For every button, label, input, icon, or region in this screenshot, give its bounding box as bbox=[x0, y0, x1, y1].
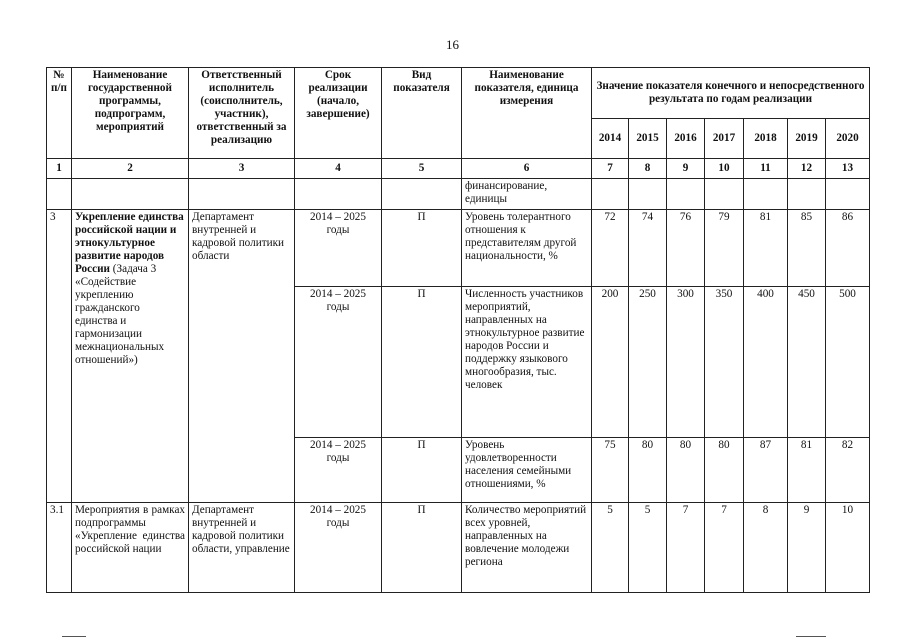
value-cell: 5 bbox=[592, 503, 629, 593]
row-number: 3.1 bbox=[47, 503, 72, 593]
value-cell: 72 bbox=[592, 210, 629, 287]
program-name bbox=[72, 210, 189, 503]
value-cell: 81 bbox=[788, 438, 826, 503]
year-cell: 2016 bbox=[667, 119, 705, 159]
value-cell: 7 bbox=[705, 503, 744, 593]
col-number: 13 bbox=[826, 159, 870, 179]
year-cell: 2019 bbox=[788, 119, 826, 159]
value-cell: 76 bbox=[667, 210, 705, 287]
col-number: 1 bbox=[47, 159, 72, 179]
header-executor: Ответственный исполнитель (соисполнитель, участник), ответственный за реализацию bbox=[189, 68, 295, 159]
value-cell: 85 bbox=[788, 210, 826, 287]
value-cell: 79 bbox=[705, 210, 744, 287]
value-cell: 80 bbox=[705, 438, 744, 503]
table-row bbox=[47, 503, 870, 593]
value-cell: 75 bbox=[592, 438, 629, 503]
page-number: 16 bbox=[446, 37, 459, 52]
program-name-bold: Укрепление единства российской нации и этнокультурное развитие народов России bbox=[75, 211, 184, 275]
indicator-name: Количество мероприятий всех уровней, направленных на вовлечение молодежи региона bbox=[462, 503, 592, 593]
indicator-type: П bbox=[382, 438, 462, 503]
value-cell: 400 bbox=[744, 287, 788, 438]
year-cell: 2020 bbox=[826, 119, 870, 159]
year-cell: 2015 bbox=[629, 119, 667, 159]
col-number: 6 bbox=[462, 159, 592, 179]
executor: Департамент внутренней и кадровой политики области bbox=[189, 210, 295, 503]
value-cell: 87 bbox=[744, 438, 788, 503]
indicator-type: П bbox=[382, 287, 462, 438]
value-cell: 450 bbox=[788, 287, 826, 438]
value-cell: 5 bbox=[629, 503, 667, 593]
value-cell: 250 bbox=[629, 287, 667, 438]
header-period: Срок реализации (начало, завершение) bbox=[295, 68, 382, 159]
indicators-table bbox=[46, 67, 870, 593]
value-cell: 81 bbox=[744, 210, 788, 287]
indicator-name: Уровень удовлетворенности населения семейными отношениями, % bbox=[462, 438, 592, 503]
indicator-type: П bbox=[382, 210, 462, 287]
value-cell: 80 bbox=[629, 438, 667, 503]
value-cell: 500 bbox=[826, 287, 870, 438]
value-cell: 350 bbox=[705, 287, 744, 438]
year-cell: 2014 bbox=[592, 119, 629, 159]
period: 2014 – 2025 годы bbox=[295, 503, 382, 593]
header-indicator-name: Наименование показателя, единица измерения bbox=[462, 68, 592, 159]
col-number: 10 bbox=[705, 159, 744, 179]
value-cell: 200 bbox=[592, 287, 629, 438]
program-name: Мероприятия в рамках подпрограммы «Укрепление единства российской нации bbox=[72, 503, 189, 593]
value-cell: 300 bbox=[667, 287, 705, 438]
col-number: 4 bbox=[295, 159, 382, 179]
indicator-type: П bbox=[382, 503, 462, 593]
executor: Департамент внутренней и кадровой политики области, управление bbox=[189, 503, 295, 593]
col-number: 8 bbox=[629, 159, 667, 179]
value-cell: 74 bbox=[629, 210, 667, 287]
col-number: 9 bbox=[667, 159, 705, 179]
col-number: 3 bbox=[189, 159, 295, 179]
value-cell: 9 bbox=[788, 503, 826, 593]
indicator-name: финансирование, единицы bbox=[462, 179, 592, 210]
value-cell: 8 bbox=[744, 503, 788, 593]
col-number: 12 bbox=[788, 159, 826, 179]
period: 2014 – 2025 годы bbox=[295, 438, 382, 503]
value-cell: 80 bbox=[667, 438, 705, 503]
value-cell: 7 bbox=[667, 503, 705, 593]
footer-rule-right bbox=[796, 636, 826, 637]
indicator-name: Численность участников мероприятий, направленных на этнокультурное развитие народов России и поддержку языкового многообразия, тыс. человек bbox=[462, 287, 592, 438]
header-num: № п/п bbox=[47, 68, 72, 159]
col-number: 7 bbox=[592, 159, 629, 179]
row-number: 3 bbox=[47, 210, 72, 503]
col-number: 11 bbox=[744, 159, 788, 179]
program-name-task: (Задача 3 «Содействие укреплению гражданского единства и гармонизации межнациональных отношений») bbox=[75, 263, 165, 366]
indicator-name: Уровень толерантного отношения к представителям другой национальности, % bbox=[462, 210, 592, 287]
header-program-name: Наименование государственной программы, подпрограмм, мероприятий bbox=[72, 68, 189, 159]
footer-rule-left bbox=[62, 636, 86, 637]
value-cell: 86 bbox=[826, 210, 870, 287]
header-indicator-type: Вид показателя bbox=[382, 68, 462, 159]
header-row bbox=[47, 68, 870, 119]
header-values-group: Значение показателя конечного и непосредственного результата по годам реализации bbox=[592, 68, 870, 119]
year-cell: 2017 bbox=[705, 119, 744, 159]
col-number: 2 bbox=[72, 159, 189, 179]
period: 2014 – 2025 годы bbox=[295, 287, 382, 438]
value-cell: 82 bbox=[826, 438, 870, 503]
col-number: 5 bbox=[382, 159, 462, 179]
table-row bbox=[47, 210, 870, 287]
period: 2014 – 2025 годы bbox=[295, 210, 382, 287]
value-cell: 10 bbox=[826, 503, 870, 593]
column-numbers-row bbox=[47, 159, 870, 179]
table-row bbox=[47, 179, 870, 210]
year-cell: 2018 bbox=[744, 119, 788, 159]
